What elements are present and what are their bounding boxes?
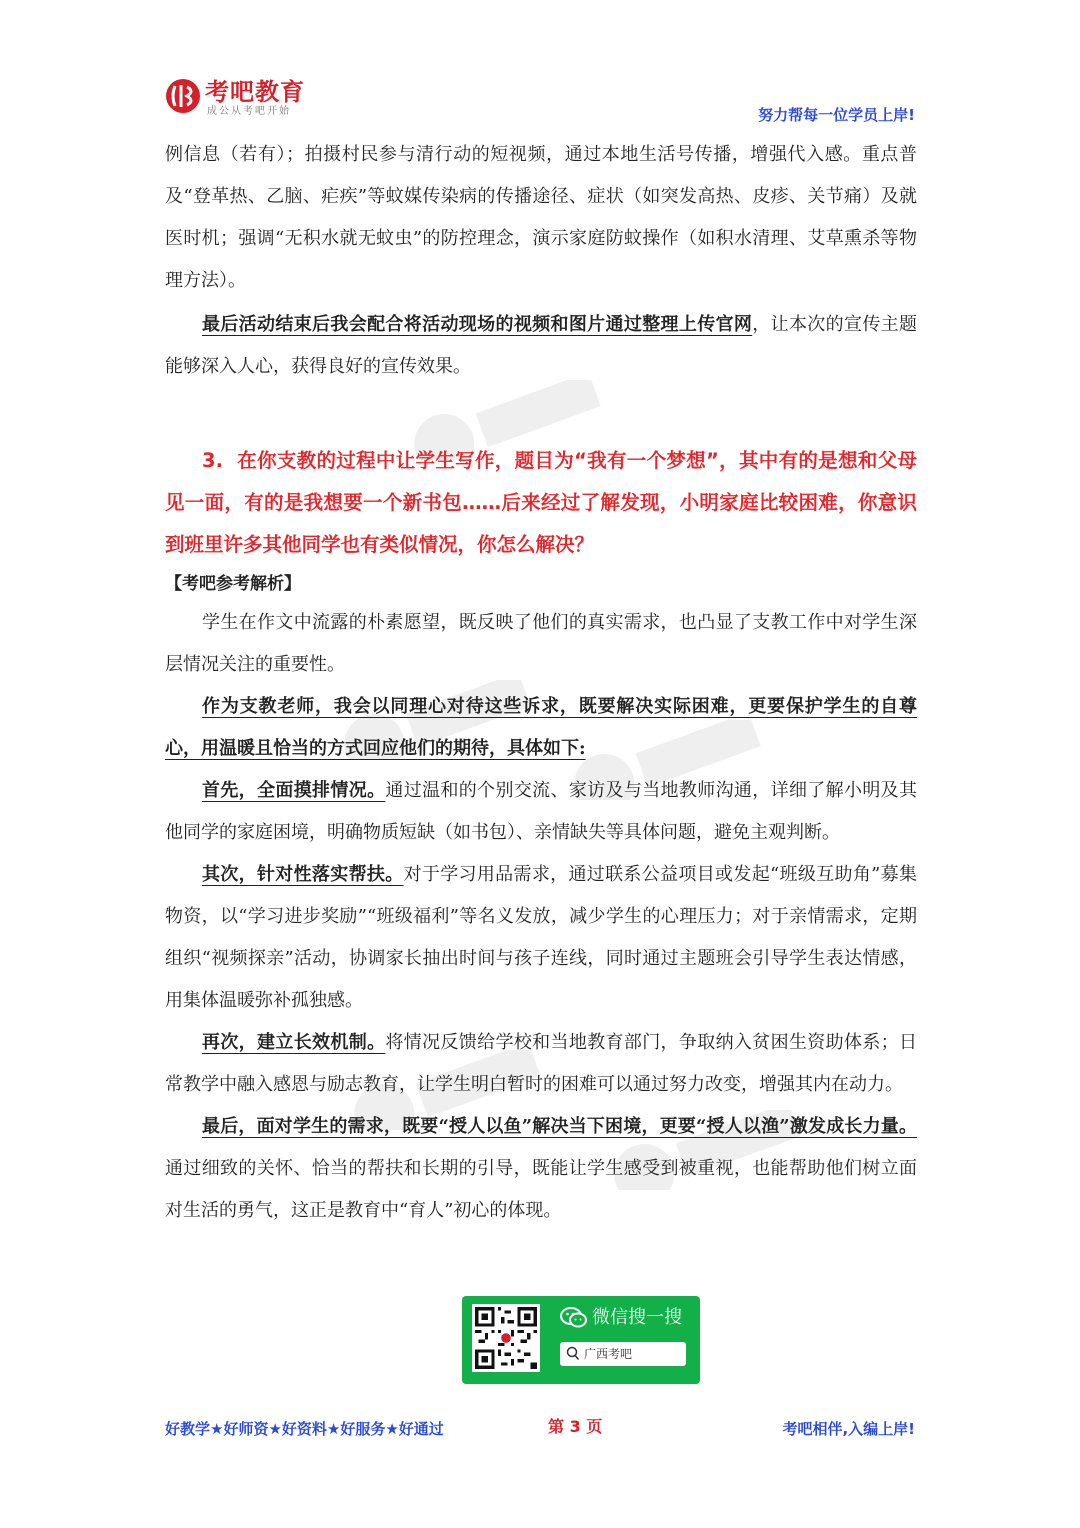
wechat-search-banner[interactable] bbox=[462, 1296, 700, 1384]
brand-logo-icon bbox=[165, 78, 201, 114]
page-footer bbox=[0, 1410, 1080, 1450]
paragraph-intro: 学生在作文中流露的朴素愿望，既反映了他们的真实需求，也凸显了支教工作中对学生深层情况关注的重要性。 bbox=[165, 612, 917, 675]
header-slogan: 努力帮每一位学员上岸! bbox=[758, 106, 915, 124]
step-title: 首先，全面摸排情况。 bbox=[202, 780, 386, 801]
question-number: 3. bbox=[202, 449, 223, 472]
wechat-search-box[interactable] bbox=[560, 1342, 686, 1366]
brand-logo bbox=[165, 78, 305, 120]
paragraph-step-1 bbox=[165, 770, 917, 854]
body-text: 通过细致的关怀、恰当的帮扶和长期的引导，既能让学生感受到被重视，也能帮助他们树立面对生活的勇气，这正是教育中“育人”初心的体现。 bbox=[165, 1158, 917, 1221]
body-text: ，让本次的宣传主题能够深入人心，获得良好的宣传效果。 bbox=[165, 314, 918, 377]
footer-slogan-right: 考吧相伴,入编上岸! bbox=[782, 1420, 915, 1438]
step-title: 再次，建立长效机制。 bbox=[202, 1032, 386, 1053]
qr-code-icon bbox=[472, 1304, 540, 1372]
wechat-search-title: 微信搜一搜 bbox=[592, 1307, 682, 1328]
paragraph-step-4 bbox=[165, 1106, 917, 1232]
question-text: 在你支教的过程中让学生写作，题目为“我有一个梦想”，其中有的是想和父母见一面，有的是我想要一个新书包……后来经过了解发现，小明家庭比较困难，你意识到班里许多其他同学也有类似情况，你怎么解决？ bbox=[165, 449, 918, 556]
paragraph-step-2 bbox=[165, 854, 917, 1022]
page-header bbox=[0, 0, 1080, 130]
brand-tagline: 成公从考吧开始 bbox=[207, 106, 291, 117]
search-icon bbox=[566, 1346, 580, 1362]
wechat-icon bbox=[560, 1306, 588, 1330]
emphasis-text: 作为支教老师，我会以同理心对待这些诉求，既要解决实际困难，更要保护学生的自尊心，用温暖且恰当的方式回应他们的期待，具体如下: bbox=[165, 696, 917, 759]
body-text: 将情况反馈给学校和当地教育部门，争取纳入贫困生资助体系；日常教学中融入感恩与励志教育，让学生明白暂时的困难可以通过努力改变，增强其内在动力。 bbox=[165, 1032, 917, 1095]
paragraph-stance bbox=[165, 686, 917, 770]
document-body bbox=[165, 134, 917, 1232]
paragraph-conclusion bbox=[165, 304, 917, 388]
question-3 bbox=[165, 440, 917, 566]
emphasis-text: 最后活动结束后我会配合将活动现场的视频和图片通过整理上传官网 bbox=[202, 314, 753, 335]
body-text: 通过温和的个别交流、家访及与当地教师沟通，详细了解小明及其他同学的家庭困境，明确物质短缺（如书包）、亲情缺失等具体问题，避免主观判断。 bbox=[165, 780, 917, 843]
step-title: 其次，针对性落实帮扶。 bbox=[202, 864, 404, 885]
paragraph-step-3 bbox=[165, 1022, 917, 1106]
wechat-search-query: 广西考吧 bbox=[584, 1347, 633, 1361]
step-title: 最后，面对学生的需求，既要“授人以鱼”解决当下困境，更要“授人以渔”激发成长力量。 bbox=[202, 1116, 917, 1137]
brand-name: 考吧教育 bbox=[205, 78, 305, 106]
page-number: 第 3 页 bbox=[548, 1417, 603, 1436]
footer-slogan-left: 好教学★好师资★好资料★好服务★好通过 bbox=[165, 1420, 444, 1438]
body-text: 对于学习用品需求，通过联系公益项目或发起“班级互助角”募集物资，以“学习进步奖励”“班级福利”等名义发放，减少学生的心理压力；对于亲情需求，定期组织“视频探亲”活动，协调家长抽出时间与孩子连线，同时通过主题班会引导学生表达情感，用集体温暖弥补孤独感。 bbox=[165, 864, 918, 1011]
paragraph-continued: 例信息（若有）；拍摄村民参与清行动的短视频，通过本地生活号传播，增强代入感。重点普及“登革热、乙脑、疟疾”等蚊媒传染病的传播途径、症状（如突发高热、皮疹、关节痛）及就医时机；强调“无积水就无蚊虫”的防控理念，演示家庭防蚊操作（如积水清理、艾草熏杀等物理方法）。 bbox=[165, 144, 917, 291]
analysis-heading: 【考吧参考解析】 bbox=[165, 574, 301, 594]
